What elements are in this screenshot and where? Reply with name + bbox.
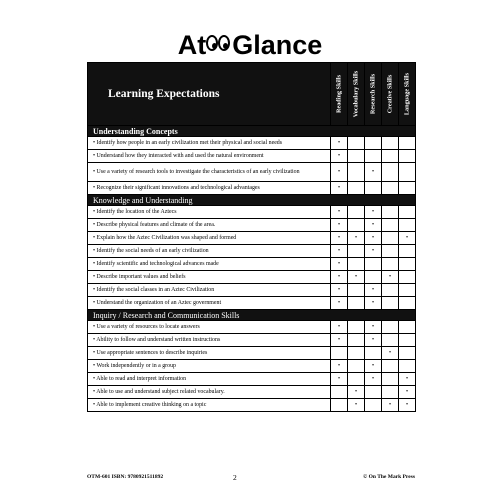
skill-dot-icon: •	[331, 360, 348, 373]
skill-cell-empty	[365, 258, 382, 271]
skill-dot-icon: •	[365, 321, 382, 334]
skill-dot-icon: •	[399, 399, 416, 412]
skill-cell-empty	[365, 347, 382, 360]
bullet-icon: •	[93, 388, 96, 395]
skill-cell-empty	[399, 245, 416, 258]
table-row	[88, 232, 416, 245]
skill-dot-icon: •	[331, 219, 348, 232]
skill-cell-empty	[399, 219, 416, 232]
skill-dot-icon: •	[331, 150, 348, 163]
table-row	[88, 219, 416, 232]
table-row	[88, 163, 416, 182]
skill-dot-icon: •	[331, 321, 348, 334]
skill-cell-empty	[399, 334, 416, 347]
skill-cell-empty	[382, 232, 399, 245]
skill-cell-empty	[399, 297, 416, 310]
table-row	[88, 321, 416, 334]
skill-cell-empty	[399, 347, 416, 360]
skill-cell-empty	[382, 219, 399, 232]
skill-dot-icon: •	[365, 232, 382, 245]
skill-cell-empty	[399, 206, 416, 219]
skill-cell-empty	[399, 182, 416, 195]
skill-cell-empty	[382, 284, 399, 297]
bullet-icon: •	[93, 299, 96, 306]
skill-cell-empty	[348, 360, 365, 373]
skill-cell-empty	[382, 386, 399, 399]
skill-cell-empty	[365, 386, 382, 399]
skill-cell-empty	[399, 284, 416, 297]
section-title: Knowledge and Understanding	[88, 195, 416, 206]
skill-cell-empty	[382, 206, 399, 219]
skill-cell-empty	[399, 321, 416, 334]
skill-dot-icon: •	[331, 182, 348, 195]
bullet-icon: •	[93, 273, 96, 280]
section-row	[88, 195, 416, 206]
bullet-icon: •	[93, 323, 96, 330]
skill-cell-empty	[348, 137, 365, 150]
skill-cell-empty	[382, 258, 399, 271]
table-row	[88, 399, 416, 412]
skill-header: Research Skills	[365, 63, 382, 126]
table-row	[88, 206, 416, 219]
expectation-text: Describe important values and beliefs	[96, 273, 186, 280]
expectation-text: Use a variety of resources to locate answers	[96, 323, 200, 330]
bullet-icon: •	[93, 168, 96, 175]
skill-cell-empty	[382, 137, 399, 150]
title-part-1: At	[177, 30, 207, 60]
skill-cell-empty	[399, 163, 416, 182]
table-header	[88, 63, 416, 126]
section-title: Inquiry / Research and Communication Skills	[88, 310, 416, 321]
skill-dot-icon: •	[331, 284, 348, 297]
skill-dot-icon: •	[331, 163, 348, 182]
skill-dot-icon: •	[331, 245, 348, 258]
skill-cell-empty	[382, 182, 399, 195]
expectation-cell	[88, 386, 331, 399]
skill-dot-icon: •	[331, 232, 348, 245]
bullet-icon: •	[93, 152, 96, 159]
skill-cell-empty	[348, 182, 365, 195]
skill-cell-empty	[365, 137, 382, 150]
skill-dot-icon: •	[365, 219, 382, 232]
expectation-text: Identify scientific and technological advances made	[96, 260, 219, 267]
skill-cell-empty	[348, 258, 365, 271]
skill-dot-icon: •	[348, 232, 365, 245]
skill-cell-empty	[399, 258, 416, 271]
expectation-text: Identify the social classes in an Aztec Civilization	[96, 286, 215, 293]
section-title: Understanding Concepts	[88, 126, 416, 137]
skill-dot-icon: •	[348, 271, 365, 284]
expectation-cell	[88, 150, 331, 163]
skill-dot-icon: •	[399, 373, 416, 386]
skill-cell-empty	[348, 321, 365, 334]
skill-header: Creative Skills	[382, 63, 399, 126]
skill-dot-icon: •	[365, 163, 382, 182]
page-title	[0, 28, 500, 62]
bullet-icon: •	[93, 401, 96, 408]
expectation-text: Identify the social needs of an early civilization	[96, 247, 209, 254]
skill-dot-icon: •	[365, 206, 382, 219]
bullet-icon: •	[93, 375, 96, 382]
skill-dot-icon: •	[365, 334, 382, 347]
section-row	[88, 310, 416, 321]
expectation-cell	[88, 297, 331, 310]
expectation-cell	[88, 271, 331, 284]
expectation-text: Explain how the Aztec Civilization was shaped and formed	[96, 234, 237, 241]
skill-dot-icon: •	[331, 137, 348, 150]
skill-cell-empty	[348, 219, 365, 232]
title-part-2: Glance	[232, 30, 323, 60]
expectation-cell	[88, 182, 331, 195]
skill-header: Language Skills	[399, 63, 416, 126]
expectation-cell	[88, 206, 331, 219]
expectation-text: Recognize their significant innovations and technological advantages	[96, 184, 260, 191]
skill-cell-empty	[382, 373, 399, 386]
skill-dot-icon: •	[331, 334, 348, 347]
table-row	[88, 360, 416, 373]
skill-dot-icon: •	[399, 232, 416, 245]
bullet-icon: •	[93, 260, 96, 267]
skill-dot-icon: •	[331, 258, 348, 271]
table-body	[88, 126, 416, 412]
table-row	[88, 347, 416, 360]
expectation-text: Work independently or in a group	[96, 362, 176, 369]
table-row	[88, 150, 416, 163]
table-row	[88, 182, 416, 195]
expectation-text: Ability to follow and understand written instructions	[96, 336, 221, 343]
table-row	[88, 386, 416, 399]
skill-dot-icon: •	[331, 271, 348, 284]
bullet-icon: •	[93, 286, 96, 293]
expectations-table	[87, 62, 416, 412]
skill-cell-empty	[399, 137, 416, 150]
expectation-text: Use appropriate sentences to describe inquiries	[96, 349, 208, 356]
skill-header: Vocabulary Skills	[348, 63, 365, 126]
expectation-cell	[88, 347, 331, 360]
skill-cell-empty	[382, 150, 399, 163]
expectation-cell	[88, 334, 331, 347]
expectation-cell	[88, 399, 331, 412]
table-row	[88, 284, 416, 297]
page-number: 2	[233, 473, 237, 482]
bullet-icon: •	[93, 247, 96, 254]
skill-dot-icon: •	[399, 386, 416, 399]
skill-cell-empty	[382, 163, 399, 182]
expectation-text: Identify how people in an early civilization met their physical and social needs	[96, 139, 283, 146]
skill-cell-empty	[399, 150, 416, 163]
skill-cell-empty	[365, 150, 382, 163]
expectation-text: Identify the location of the Aztecs	[96, 208, 177, 215]
skill-cell-empty	[365, 399, 382, 412]
skill-cell-empty	[399, 271, 416, 284]
skill-cell-empty	[382, 245, 399, 258]
skill-dot-icon: •	[331, 206, 348, 219]
table-row	[88, 245, 416, 258]
skill-cell-empty	[348, 347, 365, 360]
skill-dot-icon: •	[331, 373, 348, 386]
footer-code: OTM-601 ISBN: 9780921511892	[87, 474, 164, 480]
table-row	[88, 271, 416, 284]
expectation-text: Describe physical features and climate of the area.	[96, 221, 216, 228]
expectation-cell	[88, 321, 331, 334]
expectation-cell	[88, 258, 331, 271]
expectation-cell	[88, 245, 331, 258]
skill-cell-empty	[331, 399, 348, 412]
skill-cell-empty	[365, 182, 382, 195]
expectation-text: Understand how they interacted with and used the natural environment	[96, 152, 264, 159]
expectation-cell	[88, 232, 331, 245]
bullet-icon: •	[93, 184, 96, 191]
skill-dot-icon: •	[365, 360, 382, 373]
bullet-icon: •	[93, 221, 96, 228]
skill-dot-icon: •	[348, 399, 365, 412]
skill-cell-empty	[348, 373, 365, 386]
bullet-icon: •	[93, 362, 96, 369]
skill-cell-empty	[365, 271, 382, 284]
skill-dot-icon: •	[365, 373, 382, 386]
skill-dot-icon: •	[365, 284, 382, 297]
skill-cell-empty	[382, 334, 399, 347]
skill-header: Reading Skills	[331, 63, 348, 126]
skill-cell-empty	[382, 360, 399, 373]
expectation-cell	[88, 163, 331, 182]
expectation-cell	[88, 284, 331, 297]
table-row	[88, 137, 416, 150]
expectation-cell	[88, 360, 331, 373]
section-row	[88, 126, 416, 137]
table-row	[88, 297, 416, 310]
skill-cell-empty	[382, 297, 399, 310]
skill-dot-icon: •	[365, 297, 382, 310]
skill-cell-empty	[348, 297, 365, 310]
skill-dot-icon: •	[331, 297, 348, 310]
expectation-text: Use a variety of research tools to investigate the characteristics of an early civilization	[96, 168, 300, 175]
bullet-icon: •	[93, 234, 96, 241]
skill-cell-empty	[348, 163, 365, 182]
table-row	[88, 334, 416, 347]
skill-cell-empty	[331, 386, 348, 399]
expectation-text: Able to implement creative thinking on a topic	[96, 401, 207, 408]
eyes-icon	[204, 33, 234, 55]
bullet-icon: •	[93, 349, 96, 356]
learning-expectations-header: Learning Expectations	[88, 63, 331, 126]
expectation-text: Able to use and understand subject related vocabulary.	[96, 388, 225, 395]
skill-cell-empty	[348, 206, 365, 219]
skill-cell-empty	[331, 347, 348, 360]
skill-dot-icon: •	[365, 245, 382, 258]
skill-dot-icon: •	[382, 347, 399, 360]
table-row	[88, 373, 416, 386]
expectation-text: Understand the organization of an Aztec government	[96, 299, 222, 306]
skill-dot-icon: •	[382, 399, 399, 412]
expectation-cell	[88, 373, 331, 386]
bullet-icon: •	[93, 208, 96, 215]
expectation-text: Able to read and interpret information	[96, 375, 187, 382]
skill-cell-empty	[348, 245, 365, 258]
expectation-cell	[88, 219, 331, 232]
skill-dot-icon: •	[382, 271, 399, 284]
skill-dot-icon: •	[348, 386, 365, 399]
footer-publisher: © On The Mark Press	[363, 474, 415, 480]
table-row	[88, 258, 416, 271]
skill-cell-empty	[382, 321, 399, 334]
skill-cell-empty	[348, 284, 365, 297]
skill-cell-empty	[348, 150, 365, 163]
skill-cell-empty	[348, 334, 365, 347]
skill-cell-empty	[399, 360, 416, 373]
bullet-icon: •	[93, 139, 96, 146]
expectation-cell	[88, 137, 331, 150]
bullet-icon: •	[93, 336, 96, 343]
